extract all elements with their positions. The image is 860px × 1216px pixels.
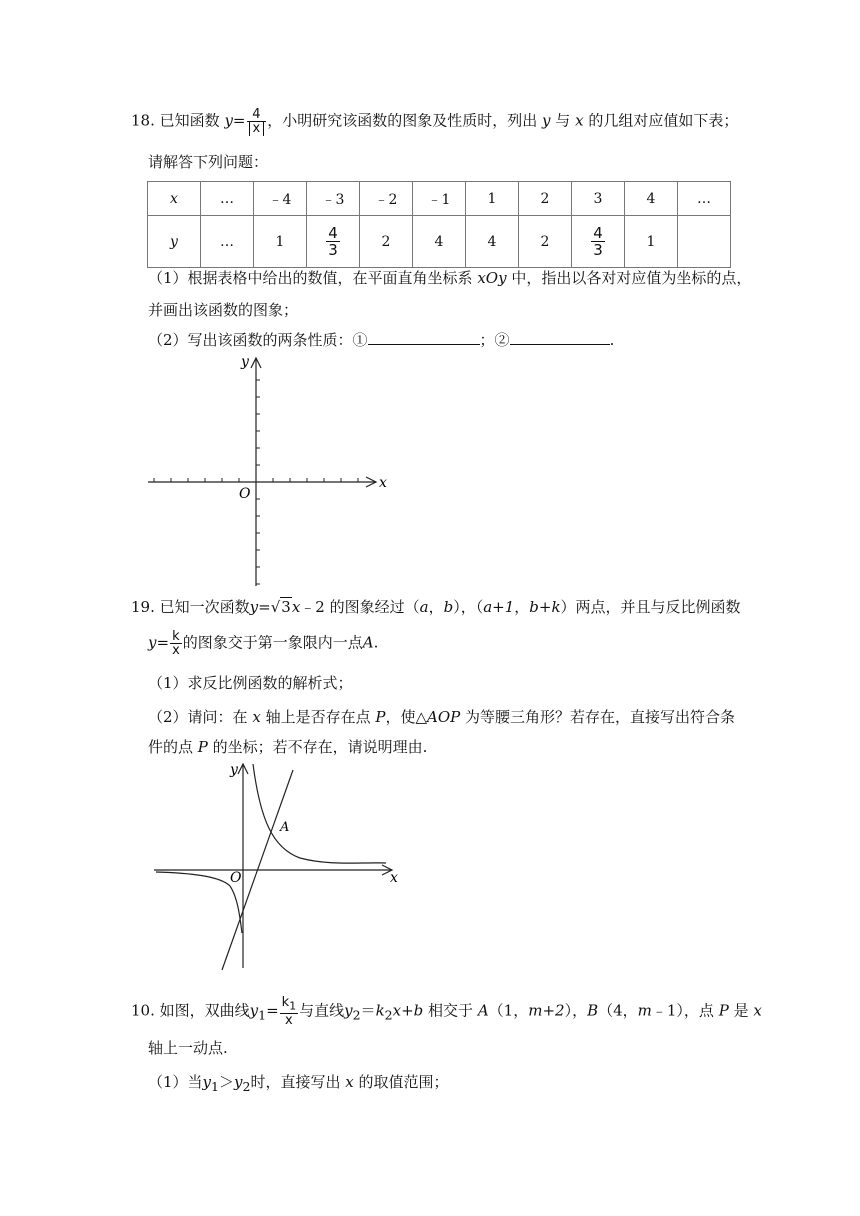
q19-part1: （1）求反比例函数的解析式； <box>148 674 353 692</box>
origin-label: O <box>230 870 242 886</box>
q18-value-table <box>147 181 731 268</box>
q10-fraction: $\frac{k_1}{x}$ <box>281 995 297 1028</box>
q10-number: 10. <box>131 1001 155 1020</box>
q18-part2: （2）写出该函数的两条性质：① ；② . <box>148 331 615 349</box>
q18-part1-line1: （1）根据表格中给出的数值，在平面直角坐标系 xOy 中，指出以各对对应值为坐标的点， <box>148 269 752 287</box>
q18-line1: 18. 已知函数 y= $\frac{4}{x}$ ，小明研究该函数的图象及性质时，列出 y 与 x 的几组对应值如下表； <box>131 107 739 136</box>
q10-line2: 轴上一动点. <box>148 1039 228 1057</box>
q18-fraction: $\frac{4}{x}$ <box>247 108 267 135</box>
hyperbola-branch-1 <box>253 764 386 863</box>
q19-part2-line1: （2）请问：在 x 轴上是否存在点 P，使△AOP 为等腰三角形？若存在，直接写出符合条 <box>148 708 736 726</box>
q19-fraction: $\frac{k}{x}$ <box>172 629 180 658</box>
q19-part2-line2: 件的点 P 的坐标；若不存在，请说明理由. <box>148 738 428 756</box>
origin-label: O <box>239 486 251 502</box>
q10-line1: 10. 如图，双曲线$y_1=$ $\frac{k_1}{x}$ 与直线$y_2=k_2x+b$ 相交于 A（1，m+2），B（4，m﹣1），点 P 是 x <box>131 995 762 1028</box>
q18-part1-line2: 并画出该函数的图象； <box>148 301 299 319</box>
q10-part1: （1）当$y_1>y_2$时，直接写出 x 的取值范围； <box>148 1073 449 1094</box>
x-axis-label: x <box>379 475 387 491</box>
table-row-x: x … ﹣4 ﹣3 ﹣2 ﹣1 1 2 3 4 … <box>148 182 731 216</box>
q18-prompt: 请解答下列问题： <box>148 153 269 171</box>
q18-coordinate-grid <box>140 350 400 590</box>
q19-line1: 19. 已知一次函数y=√3x﹣2 的图象经过（a，b），（a+1，b+k）两点，并且与反比例函数 <box>131 598 741 616</box>
point-a-label: A <box>280 820 290 835</box>
q19-number: 19. <box>131 598 155 616</box>
sqrt-symbol: √3 <box>270 598 291 616</box>
x-axis-label: x <box>390 870 398 886</box>
y-axis-label: y <box>241 354 249 370</box>
q19-line2: y= $\frac{k}{x}$ 的图象交于第一象限内一点A. <box>148 629 379 658</box>
answer-blank-2[interactable] <box>510 330 610 345</box>
q19-graph <box>150 758 410 973</box>
y-axis-label: y <box>230 762 238 778</box>
table-row-y: y … 1 $\frac{4}{3}$ 2 4 4 2 $\frac{4}{3}$ 1 <box>148 216 731 268</box>
q18-number: 18. <box>131 111 155 130</box>
answer-blank-1[interactable] <box>368 330 480 345</box>
